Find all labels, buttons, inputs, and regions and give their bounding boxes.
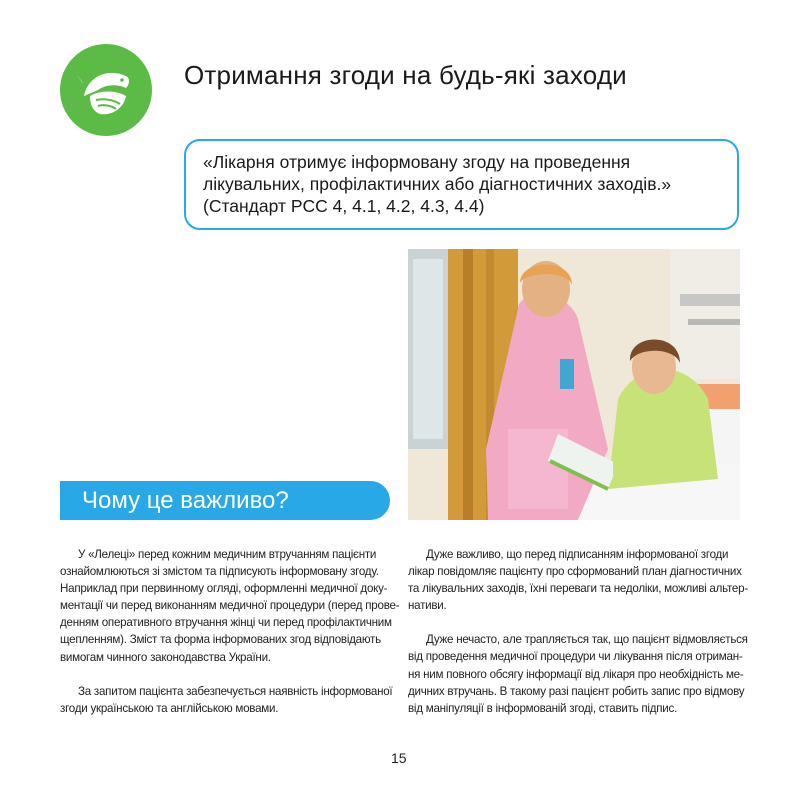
text-line: щепленням). Зміст та форма інформованих згод відповідають	[60, 633, 381, 647]
text-line: ня ним повного обсягу інформації від лікаря про необхідність ме-	[408, 667, 744, 681]
text-line: та лікувальних заходів, їхні переваги та недоліки, можливі альтер-	[408, 582, 748, 596]
text-line: Наприклад при первинному огляді, оформленні медичної доку-	[60, 582, 388, 596]
page-number: 15	[391, 750, 407, 766]
section-title: Чому це важливо?	[82, 487, 289, 514]
quote-line: «Лікарня отримує інформовану згоду на проведення	[203, 152, 631, 172]
text-line: За запитом пацієнта забезпечується наявність інформованої	[78, 684, 393, 698]
quote-line: (Стандарт PCC 4, 4.1, 4.2, 4.3, 4.4)	[203, 196, 485, 216]
text-line: Дуже нечасто, але трапляється так, що пацієнт відмовляється	[426, 633, 748, 647]
text-line: згоди українською та англійською мовами.	[60, 701, 279, 715]
nurse-patient-photo	[408, 249, 740, 520]
text-line: від проведення медичної процедури чи лікування після отриман-	[408, 650, 743, 664]
text-line: нативи.	[408, 599, 447, 613]
text-line: ознайомлюються зі змістом та підписують інформовану згоду.	[60, 565, 379, 579]
stork-logo-icon	[60, 44, 152, 136]
text-line: денням оперативного втручання жінці чи перед профілактичним	[60, 616, 392, 630]
text-line: дичних втручань. В такому разі пацієнт робить запис про відмову	[408, 684, 745, 698]
page-title: Отримання згоди на будь-які заходи	[184, 60, 627, 90]
quote-line: лікувальних, профілактичних або діагностичних заходів.»	[203, 174, 672, 194]
left-column	[60, 546, 400, 717]
text-line: Дуже важливо, що перед підписанням інформованої згоди	[426, 548, 729, 561]
right-column	[408, 546, 748, 717]
text-line: ментації чи перед виконанням медичної процедури (перед прове-	[60, 599, 400, 613]
text-line: вимогам чинного законодавства України.	[60, 650, 271, 664]
standard-quote-box	[184, 139, 739, 230]
text-line: лікар повідомляє пацієнту про сформований план діагностичних	[408, 565, 742, 579]
text-line: У «Лелеці» перед кожним медичним втручанням пацієнти	[78, 548, 377, 561]
text-line: від маніпуляції в інформованій згоді, ставить підпис.	[408, 701, 678, 715]
section-banner	[60, 481, 390, 520]
stork-logo-graphic	[60, 44, 152, 136]
